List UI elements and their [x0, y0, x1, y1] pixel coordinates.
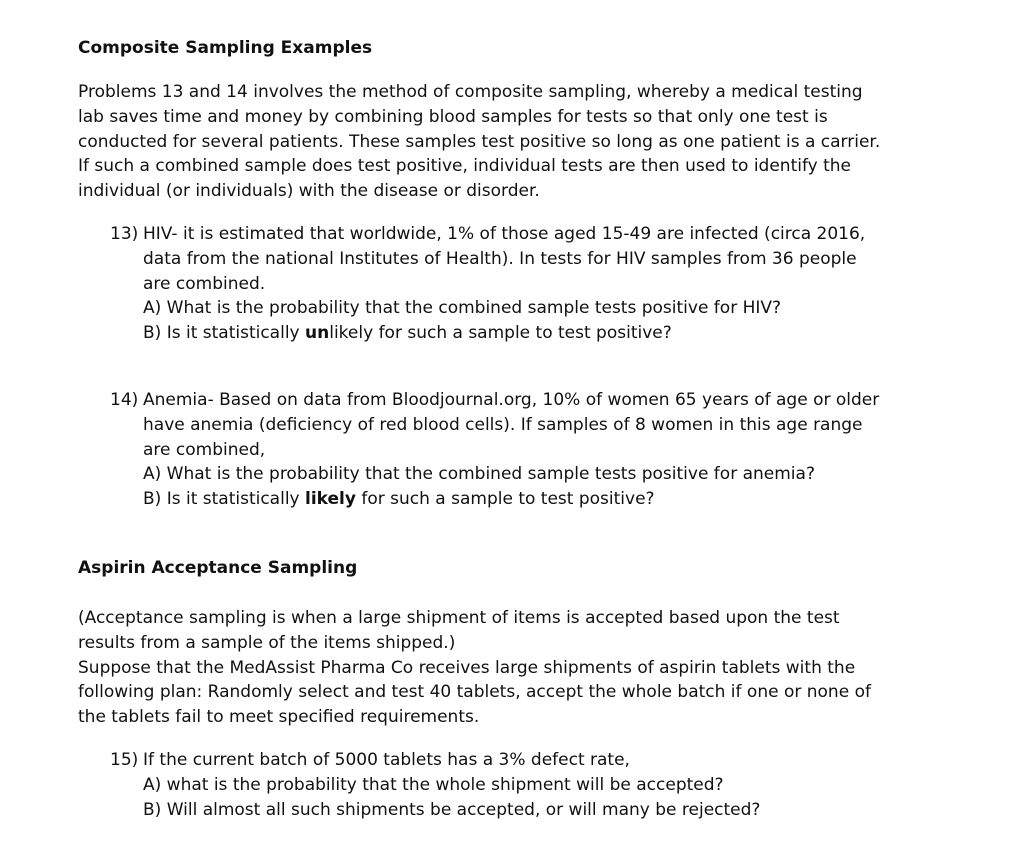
problem-line: A) what is the probability that the whole shipment will be accepted? — [143, 774, 724, 795]
problem-line: Anemia- Based on data from Bloodjournal.org, 10% of women 65 years of age or older — [143, 389, 880, 410]
problem-line: A) What is the probability that the combined sample tests positive for HIV? — [143, 298, 782, 319]
problem-line: data from the national Institutes of Health). In tests for HIV samples from 36 people — [143, 248, 857, 269]
problem-line: have anemia (deficiency of red blood cells). If samples of 8 women in this age range — [143, 414, 863, 435]
problem-line: are combined, — [143, 439, 266, 460]
intro-line: If such a combined sample does test positive, individual tests are then used to identify the — [78, 156, 852, 177]
problem-line-b — [143, 321, 938, 346]
document-page — [78, 36, 938, 822]
problem-number: 13) — [110, 223, 139, 244]
problem-line: are combined. — [143, 273, 266, 294]
problem-15 — [78, 748, 938, 822]
text: B) Is it statistically — [143, 323, 306, 344]
intro-line: Problems 13 and 14 involves the method of composite sampling, whereby a medical testing — [78, 82, 863, 102]
emphasis-text: un — [305, 323, 330, 344]
intro-line: results from a sample of the items shipped.) — [78, 632, 456, 653]
intro-line: lab saves time and money by combining blood samples for tests so that only one test is — [78, 106, 828, 127]
intro-line: the tablets fail to meet specified requirements. — [78, 707, 480, 728]
intro-line: Suppose that the MedAssist Pharma Co receives large shipments of aspirin tablets with the — [78, 657, 856, 678]
problem-line: HIV- it is estimated that worldwide, 1% of those aged 15-49 are infected (circa 2016, — [143, 223, 866, 244]
problem-13 — [78, 222, 938, 346]
intro-line: individual (or individuals) with the disease or disorder. — [78, 181, 540, 202]
problem-line: If the current batch of 5000 tablets has a 3% defect rate, — [143, 749, 630, 770]
problem-14 — [78, 388, 938, 512]
problem-line: B) Will almost all such shipments be accepted, or will many be rejected? — [143, 799, 761, 820]
problem-number: 14) — [110, 389, 139, 410]
section-title-aspirin-acceptance: Aspirin Acceptance Sampling — [78, 557, 358, 578]
intro-line: conducted for several patients. These samples test positive so long as one patient is a carrier. — [78, 131, 881, 152]
composite-sampling-intro — [78, 80, 938, 204]
problem-line: A) What is the probability that the combined sample tests positive for anemia? — [143, 464, 815, 485]
text: for such a sample to test positive? — [355, 489, 655, 510]
problem-line-b — [143, 487, 938, 512]
intro-line: following plan: Randomly select and test 40 tablets, accept the whole batch if one or none of — [78, 682, 871, 703]
text: likely for such a sample to test positive? — [329, 323, 672, 344]
emphasis-text: likely — [305, 489, 356, 510]
section-title-composite-sampling: Composite Sampling Examples — [78, 38, 373, 58]
acceptance-sampling-intro — [78, 606, 938, 730]
text: B) Is it statistically — [143, 489, 306, 510]
problem-number: 15) — [110, 749, 139, 770]
intro-line: (Acceptance sampling is when a large shipment of items is accepted based upon the test — [78, 607, 840, 628]
